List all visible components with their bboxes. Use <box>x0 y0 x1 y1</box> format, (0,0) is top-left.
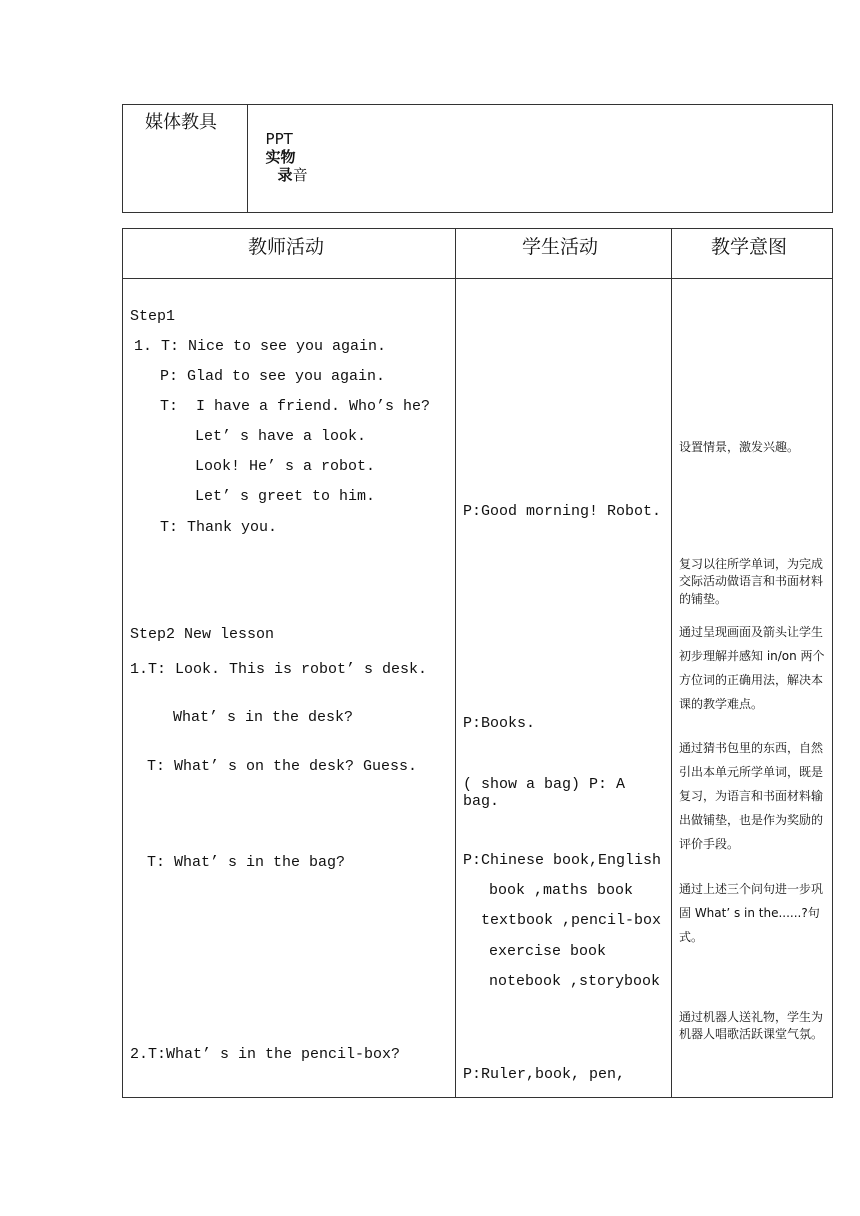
teacher-line: Step2 New lesson <box>130 626 275 643</box>
media-table <box>122 104 833 213</box>
media-value <box>256 112 308 184</box>
teacher-line: 2.T:What’ s in the pencil-box? <box>130 1046 401 1063</box>
header-teacher-activity: 教师活动 <box>248 236 325 258</box>
intent-note: 复习以往所学单词，为完成交际活动做语言和书面材料的铺垫。 <box>679 557 824 606</box>
student-line: exercise book <box>489 943 607 960</box>
student-line: bag. <box>463 793 500 810</box>
teacher-line: T: Thank you. <box>160 519 278 536</box>
media-ppt: PPT <box>265 130 293 148</box>
intent-note: 设置情景，激发兴趣。 <box>679 440 800 454</box>
student-line: P:Good morning! Robot. <box>463 503 662 520</box>
student-line: book ,maths book <box>489 882 634 899</box>
student-line: textbook ,pencil-box <box>481 912 662 929</box>
teacher-line: P: Glad to see you again. <box>160 368 386 385</box>
teacher-line: Look! He’ s a robot. <box>195 458 376 475</box>
media-record-rest: 音 <box>292 166 308 184</box>
col-divider-1 <box>455 228 456 1098</box>
student-line: ( show a bag) P: A <box>463 776 626 793</box>
header-teaching-intent: 教学意图 <box>711 236 788 258</box>
student-line: P:Chinese book,English <box>463 852 662 869</box>
media-realia: 实物 <box>265 148 296 166</box>
teacher-line: Let’ s have a look. <box>195 428 367 445</box>
media-record-bold: 录 <box>277 166 293 184</box>
header-divider <box>122 278 833 279</box>
teacher-line: T: What’ s on the desk? Guess. <box>147 758 418 775</box>
intent-note: 通过猜书包里的东西，自然引出本单元所学单词，既是复习，为语言和书面材料输出做铺垫，也是作为奖励的评价手段。 <box>679 741 824 851</box>
col-divider-2 <box>671 228 672 1098</box>
header-student-activity: 学生活动 <box>522 236 599 258</box>
student-line: notebook ,storybook <box>489 973 661 990</box>
teacher-line: 1. T: Nice to see you again. <box>134 338 387 355</box>
student-line: P:Books. <box>463 715 536 732</box>
teacher-line: T: I have a friend. Who’s he? <box>160 398 431 415</box>
intent-note: 通过上述三个问句进一步巩固 What’ s in the......?句式。 <box>679 882 824 944</box>
intent-note: 通过呈现画面及箭头让学生初步理解并感知 in/on 两个方位词的正确用法，解决本课的教学难点。 <box>679 625 825 711</box>
intent-note: 通过机器人送礼物，学生为机器人唱歌活跃课堂气氛。 <box>679 1010 824 1042</box>
teacher-line: Step1 <box>130 308 176 325</box>
media-label: 媒体教具 <box>145 112 217 133</box>
teacher-line: Let’ s greet to him. <box>195 488 376 505</box>
teacher-line: 1.T: Look. This is robot’ s desk. <box>130 661 428 678</box>
media-table-divider <box>247 104 248 213</box>
student-line: P:Ruler,book, pen, <box>463 1066 626 1083</box>
teacher-line: What’ s in the desk? <box>173 709 354 726</box>
teacher-line: T: What’ s in the bag? <box>147 854 346 871</box>
